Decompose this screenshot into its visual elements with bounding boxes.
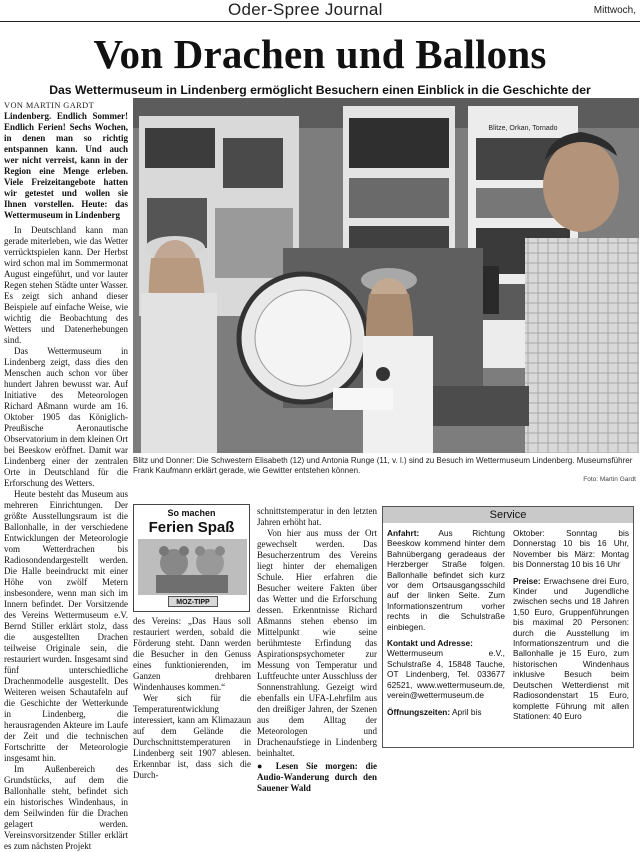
poster-title: Blitze, Orkan, Tornado — [488, 125, 558, 132]
article-paragraph: Wer sich für die Temperaturentwicklung interessiert, kann am Klimazaun auf dem Gelände die Durchschnittstemperaturen in Lindenberg seit 1907 ablesen. Erkennbar ist, dass sich die Durch- — [133, 693, 251, 780]
service-heading: Service — [383, 506, 633, 523]
service-column-left — [387, 528, 505, 723]
article-paragraph: Im Außenbereich des Grundstücks, auf dem die Ballonhalle steht, befindet sich ein historisches Windenhaus, in dem Seilwinden für die Drachen gelagert werden. Vereinsvorsitzender Stiller erklärt es zum nächsten Projekt — [4, 764, 128, 851]
ad-title-small: So machen — [167, 508, 216, 518]
masthead — [0, 0, 640, 22]
read-tomorrow-teaser: ● Lesen Sie morgen: die Audio-Wanderung durch den Sauener Wald — [257, 761, 377, 793]
article-paragraph: Heute besteht das Museum aus mehreren Einrichtungen. Der größte Ausstellungsraum ist die Ballonhalle, in der verschiedene Entwicklungen der Meteorologie vom Wetterdrachen bis Radiosondendargestellt werden. Die Halle beeindruckt mit einer Höhe von zwölf Metern insbesondere, wenn man sich im Innern befindet. Der Vorsitzende des Vereins Wettermuseum e.V. Bernd Stiller erklärt stolz, dass die ausgestellten Drachen teilweise Originale sein, die restauriert wurden. Insgesamt sind fünf unterschiedliche Drachenmodelle ausgestellt. Des Weiteren weisen Schautafeln auf die Geschichte der Wetterkunde in Lindenberg, die herausragenden Akteure im Laufe der Zeit und die technischen Fortschritte der Meteorologie insgesamt hin. — [4, 489, 128, 763]
service-column-right — [513, 528, 629, 727]
article-paragraph: Das Wettermuseum in Lindenberg zeigt, dass dies den Menschen auch schon vor über hundert Jahren bewusst war. Auf Initiative des Meteorologen Richard Aßmann wurde am 16. Oktober 1905 das Königlich-Preußische Aeronautische Observatorium in dem kleinen Ort bei Beeskow eröffnet. Damit war Lindenberg einer der zentralen Orte in Deutschland für die Erforschung des Wetters. — [4, 346, 128, 488]
article-headline: Von Drachen und Ballons — [93, 31, 547, 77]
anfahrt-text: Aus Richtung Beeskow kommend hinter dem Bahnübergang geradeaus der Herzberger Straße folgen. Ballonhalle befindet sich kurz vor dem Ortsausgangsschild auf der linken Seite. Zum Informationszentrum vorher rechts in die Schulstraße einbiegen. — [387, 528, 505, 632]
article-paragraph: Von hier aus muss der Ort gewechselt werden. Das Besucherzentrum des Vereins liegt hinter der ehemaligen Schule. Hier erfahren die Besucher weitere Fakten über das Wetter und die Erforschung dessen. Erkenntnisse Richard Aßmanns stehen ebenso im Mittelpunkt wie seine berühmteste Erfindung das Aspirationspsychometer zur Messung von Temperatur und Luftfeuchte unter Ausschluss der Sonnenstrahlung. Gezeigt wird ebenfalls ein UFA-Lehrfilm aus den dreißiger Jahren, der Szenen aus dem Alltag der Meteorologen und Drachenaufstiege in Lindenberg beinhaltet. — [257, 528, 377, 758]
issue-weekday: Mittwoch, — [593, 5, 636, 16]
ferien-spass-ad[interactable] — [133, 504, 250, 612]
article-lead: Lindenberg. Endlich Sommer! Endlich Ferien! Sechs Wochen, in denen man so richtig entspannen kann. Und auch wer nicht verreist, kann in der Region eine Menge erleben. Viele Freizeitangebote hatten wir getestet und wollen sie Ihnen vorstellen. Heute: das Wettermuseum in Lindenberg — [4, 111, 128, 220]
newspaper-name: Oder-Spree Journal — [228, 0, 383, 19]
article-photo — [133, 98, 639, 453]
anfahrt-label: Anfahrt: — [387, 528, 420, 538]
photo-credit: Foto: Martin Gardt — [583, 476, 636, 483]
ad-title-big: Ferien Spaß — [148, 519, 235, 536]
preise-label: Preise: — [513, 575, 541, 586]
ad-moz-tipp-tag: MOZ-TIPP — [168, 596, 218, 607]
article-paragraph: In Deutschland kann man gerade miterleben, wie das Wetter verrücktspielen kann. Der Herbst wird schon mal im Sommermonat August eingeführt, und vor lauter Regen stehen Städte unter Wasser. Es zeigt sich anhand dieser Beispiele auf einfache Weise, wie wichtig die Beobachtung des Wetters und Datenerhebungen sind. — [4, 225, 128, 345]
article-column-1 — [4, 111, 128, 851]
article-column-2 — [133, 616, 251, 780]
article-paragraph: des Vereins: „Das Haus soll restauriert werden, sobald die Förderung steht. Dann werden die Besucher in den Genuss eines funktionierenden, im Ganzen drehbaren Windenhauses kommen.“ — [133, 616, 251, 692]
oeffnungszeiten-continued: Oktober: Sonntag bis Donnerstag 10 bis 16 Uhr, November bis März: Montag bis Donnerstag 10 bis 16 Uhr — [513, 528, 629, 570]
kontakt-label: Kontakt und Adresse: — [387, 638, 473, 649]
article-paragraph: schnittstemperatur in den letzten Jahren erhöht hat. — [257, 506, 377, 527]
preise-text: Erwachsene drei Euro, Kinder und Jugendliche zwischen sechs und 18 Jahren 1,50 Euro, Gruppenführungen bis maximal 20 Personen: durch die Ausstellung im Informationszentrum und die Ballonhalle je 15 Euro, zum historischen Windenhaus inklusive Besuch beim Deutschen Wetterdienst mit Radiosondenstart 15 Euro, komplette Führung mit allen Stationen: 40 Euro — [513, 575, 629, 721]
oeffnungszeiten-label: Öffnungszeiten: — [387, 706, 451, 717]
article-column-3 — [257, 506, 377, 793]
article-byline: VON MARTIN GARDT — [4, 101, 95, 110]
museum-scene-image — [133, 98, 639, 453]
photo-caption: Blitz und Donner: Die Schwestern Elisabeth (12) und Antonia Runge (11, v. l.) sind zu Besuch im Wettermuseum Lindenberg. Museumsführer Frank Kaufmann erklärt gerade, wie Gewitter entstehen können. — [133, 456, 633, 475]
article-subhead: Das Wettermuseum in Lindenberg ermöglicht Besuchern einen Einblick in die Geschichte der — [49, 83, 591, 97]
service-box — [382, 506, 634, 748]
oeffnungszeiten-text: April bis — [452, 706, 482, 717]
kontakt-text: Wettermuseum e.V., Schulstraße 4, 15848 Tauche, OT Lindenberg, Tel. 033677 62521, www.wettermuseum.de, verein@wettermuseum.de — [387, 648, 505, 701]
